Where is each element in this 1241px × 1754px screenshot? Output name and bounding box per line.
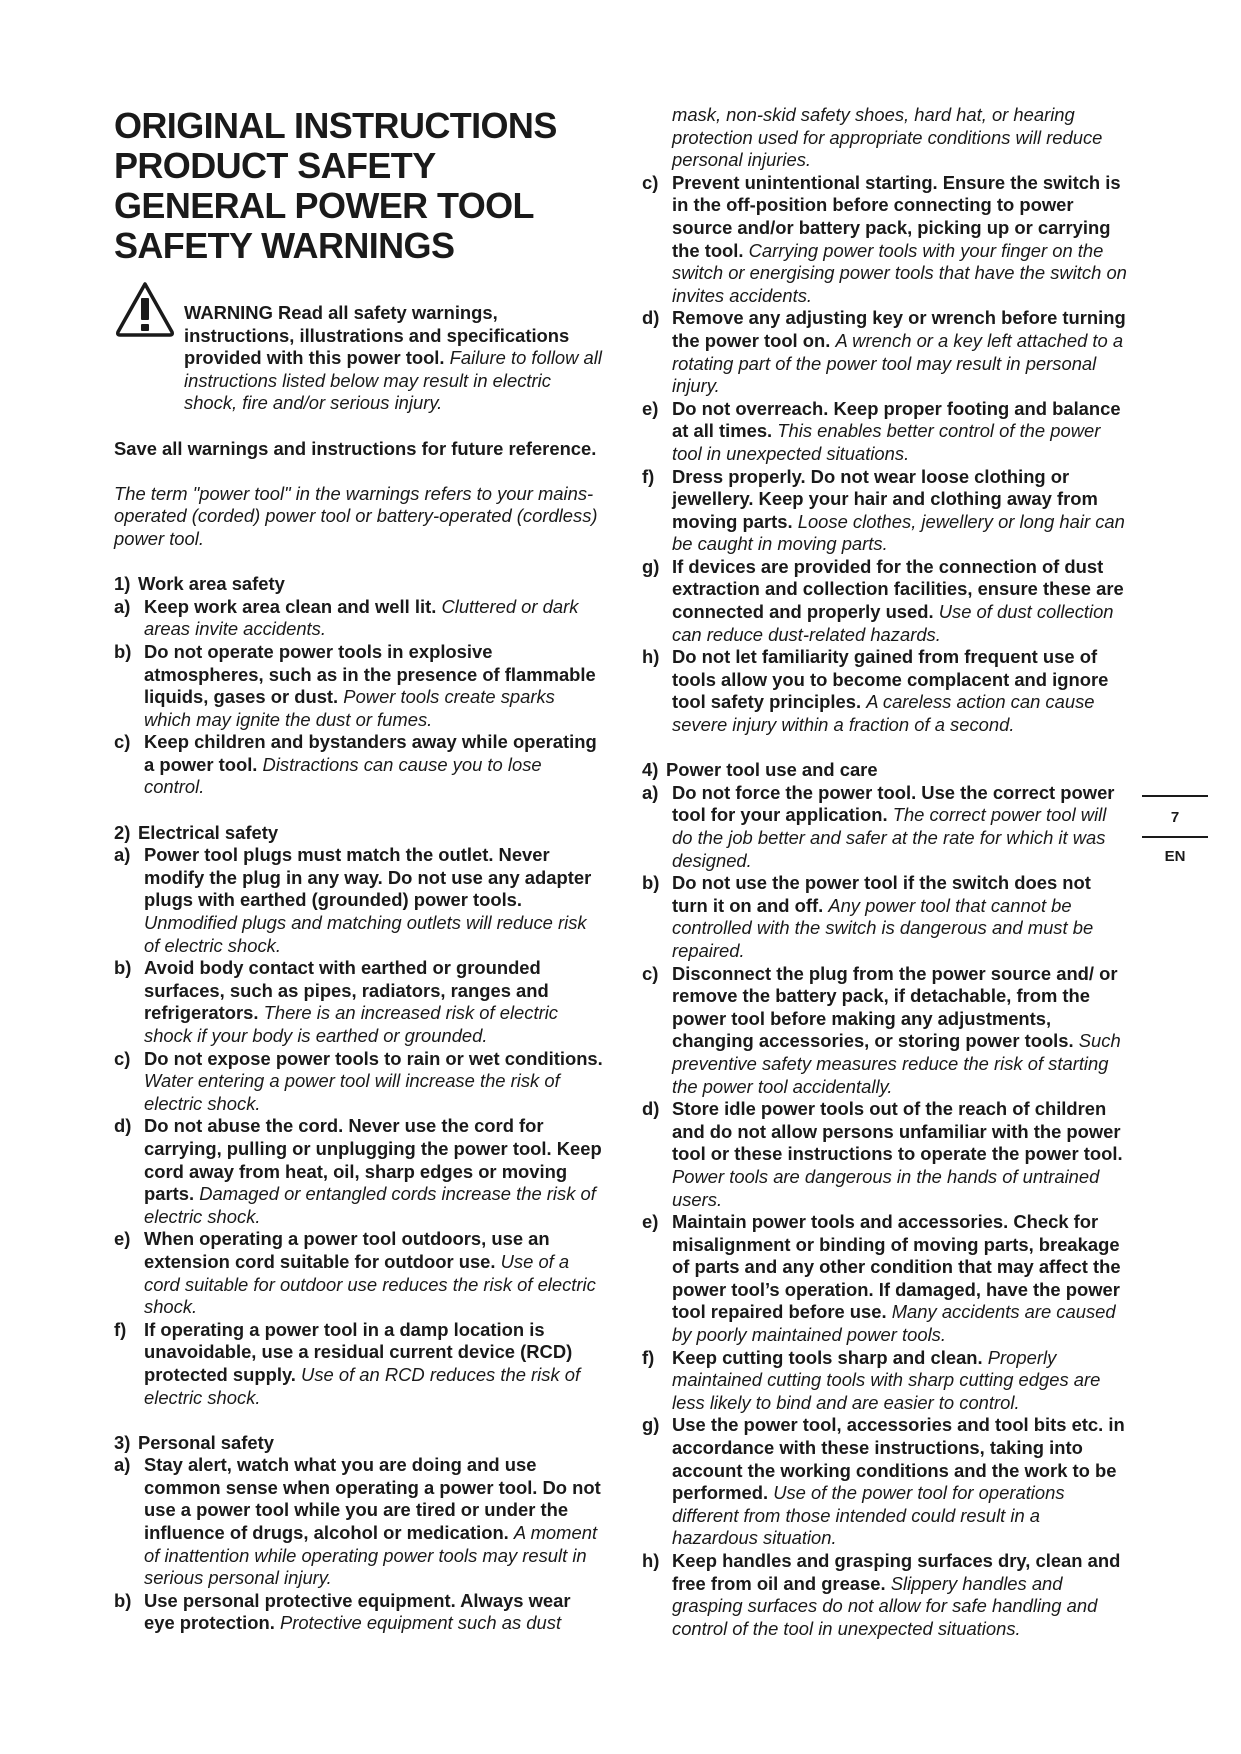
continuation-text: mask, non-skid safety shoes, hard hat, or hearing protection used for appropriate conditions will reduce personal injuries. xyxy=(672,104,1103,171)
list-item: d) Do not abuse the cord. Never use the cord for carrying, pulling or unplugging the power tool. Keep cord away from heat, oil, sharp edges or moving parts. Damaged or entangled cords increase the risk of electric shock. xyxy=(114,1115,602,1227)
list-item: b) Avoid body contact with earthed or grounded surfaces, such as pipes, radiators, ranges and refrigerators. There is an increased risk of electric shock if your body is earthed or grounded. xyxy=(114,957,558,1046)
list-item: e) Do not overreach. Keep proper footing and balance at all times. This enables better control of the power tool in unexpected situations. xyxy=(642,397,1121,464)
list-item: f) Dress properly. Do not wear loose clothing or jewellery. Keep your hair and clothing away from moving parts. Loose clothes, jewellery or long hair can be caught in moving parts. xyxy=(642,465,1125,555)
list-item: a) Keep work area clean and well lit. Cluttered or dark areas invite accidents. xyxy=(114,595,579,640)
list-item: c) Disconnect the plug from the power source and/ or remove the battery pack, if detachable, from the power tool before making any adjustments, changing accessories, or storing power tools. Such preventive safety measures reduce the risk of starting the power tool accidentally. xyxy=(642,962,1121,1097)
list-item: c) Keep children and bystanders away while operating a power tool. Distractions can cause you to lose control. xyxy=(114,731,597,798)
left-column xyxy=(114,106,606,1635)
list-item: f) Keep cutting tools sharp and clean. Properly maintained cutting tools with sharp cutting edges are less likely to bind and are easier to control. xyxy=(642,1346,1101,1413)
list-item: c) Do not expose power tools to rain or wet conditions. Water entering a power tool will increase the risk of electric shock. xyxy=(114,1047,603,1114)
list-item: h) Keep handles and grasping surfaces dry, clean and free from oil and grease. Slippery handles and grasping surfaces do not allow for safe handling and control of the tool in unexpected situations. xyxy=(642,1550,1121,1639)
right-column xyxy=(642,104,1130,1640)
list-item: a) Stay alert, watch what you are doing and use common sense when operating a power tool. Do not use a power tool while you are tired or under the influence of drugs, alcohol or medication. A moment of inattention while operating power tools may result in serious personal injury. xyxy=(114,1454,601,1589)
list-item: b) Use personal protective equipment. Always wear eye protection. Protective equipment such as dust xyxy=(114,1589,571,1634)
page-number: 7 xyxy=(1170,809,1180,826)
list-item: b) Do not use the power tool if the switch does not turn it on and off. Any power tool that cannot be controlled with the switch is dangerous and must be repaired. xyxy=(642,872,1094,961)
list-item: d) Store idle power tools out of the reach of children and do not allow persons unfamiliar with the power tool or these instructions to operate the power tool. Power tools are dangerous in the hands of untrained users. xyxy=(642,1098,1123,1210)
term-definition: The term "power tool" in the warnings refers to your mains-operated (corded) power tool or battery-operated (cordless) power tool. xyxy=(114,482,598,549)
language-code: EN xyxy=(1164,848,1186,865)
section-heading: 3) Personal safety xyxy=(114,1431,274,1453)
list-item: g) Use the power tool, accessories and tool bits etc. in accordance with these instructions, taking into account the working conditions and the work to be performed. Use of the power tool for operations different from those intended could result in a hazardous situation. xyxy=(642,1414,1125,1549)
list-item: d) Remove any adjusting key or wrench before turning the power tool on. A wrench or a key left attached to a rotating part of the power tool may result in personal injury. xyxy=(642,307,1126,397)
list-item: b) Do not operate power tools in explosive atmospheres, such as in the presence of flammable liquids, gases or dust. Power tools create sparks which may ignite the dust or fumes. xyxy=(114,640,596,730)
page-marker xyxy=(1142,795,1208,865)
list-item: e) Maintain power tools and accessories. Check for misalignment or binding of moving parts, breakage of parts and any other condition that may affect the power tool’s operation. If damaged, have the power tool repaired before use. Many accidents are caused by poorly maintained power tools. xyxy=(642,1211,1121,1346)
warning-block xyxy=(114,280,606,415)
warning-triangle-icon xyxy=(114,280,176,338)
list-item: g) If devices are provided for the connection of dust extraction and collection facilities, ensure these are connected and properly used. Use of dust collection can reduce dust-related hazards. xyxy=(642,555,1124,645)
list-item: c) Prevent unintentional starting. Ensure the switch is in the off-position before connecting to power source and/or battery pack, picking up or carrying the tool. Carrying power tools with your finger on the switch or energising power tools that have the switch on invites accidents. xyxy=(642,171,1127,306)
section-heading: 4) Power tool use and care xyxy=(642,759,878,781)
section-heading: 1) Work area safety xyxy=(114,573,285,595)
list-item: h) Do not let familiarity gained from frequent use of tools allow you to become complacent and ignore tool safety principles. A careless action can cause severe injury within a fraction of a second. xyxy=(642,646,1109,736)
save-instructions: Save all warnings and instructions for future reference. xyxy=(114,437,597,459)
list-item: a) Do not force the power tool. Use the correct power tool for your application. The correct power tool will do the job better and safer at the rate for which it was designed. xyxy=(642,781,1115,871)
page-title: ORIGINAL INSTRUCTIONS PRODUCT SAFETY GENERAL POWER TOOL SAFETY WARNINGS xyxy=(114,105,557,266)
list-item: e) When operating a power tool outdoors, use an extension cord suitable for outdoor use. Use of a cord suitable for outdoor use reduces the risk of electric shock. xyxy=(114,1228,596,1318)
section-heading: 2) Electrical safety xyxy=(114,821,279,843)
warning-text: WARNING Read all safety warnings, instructions, illustrations and specifications provided with this power tool. Failure to follow all instructions listed below may result in electric shock, fire and/or serious injury. xyxy=(184,302,602,414)
list-item: a) Power tool plugs must match the outlet. Never modify the plug in any way. Do not use any adapter plugs with earthed (grounded) power tools. Unmodified plugs and matching outlets will reduce risk of electric shock. xyxy=(114,844,592,956)
list-item: f) If operating a power tool in a damp location is unavoidable, use a residual current device (RCD) protected supply. Use of an RCD reduces the risk of electric shock. xyxy=(114,1318,581,1408)
